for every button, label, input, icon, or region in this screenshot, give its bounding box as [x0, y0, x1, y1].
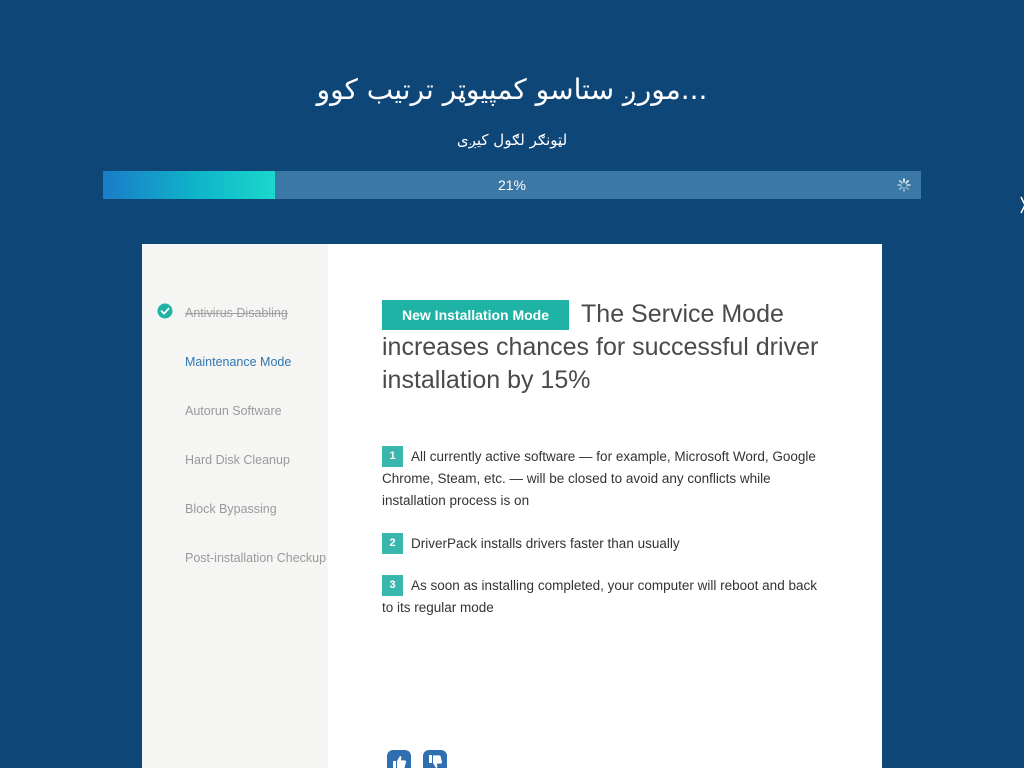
thumbs-up-icon — [387, 750, 411, 768]
steps-sidebar — [142, 244, 328, 768]
step-hard-disk-cleanup: Hard Disk Cleanup — [185, 453, 290, 467]
list-item — [382, 575, 822, 619]
thumbs-up-button[interactable] — [387, 750, 411, 768]
headline — [382, 298, 852, 397]
mouse-cursor-icon — [1020, 196, 1024, 214]
step-post-installation-checkup: Post-installation Checkup — [185, 551, 327, 565]
thumbs-down-button[interactable] — [423, 750, 447, 768]
page-title: ...مورږ ستاسو کمپیوټر ترتیب کوو — [316, 73, 708, 106]
item-number: 1 — [382, 446, 403, 467]
check-circle-icon — [157, 303, 173, 319]
item-text: DriverPack installs drivers faster than usually — [411, 536, 680, 551]
step-block-bypassing: Block Bypassing — [185, 502, 277, 516]
mode-badge: New Installation Mode — [382, 300, 569, 330]
step-maintenance-mode: Maintenance Mode — [185, 355, 292, 369]
headline-text: The Service Mode increases chances for successful driver installation by 15% — [382, 300, 819, 394]
step-antivirus-disabling: Antivirus Disabling — [185, 306, 288, 320]
list-item — [382, 533, 822, 555]
item-number: 3 — [382, 575, 403, 596]
page-subtitle: لټونګر لګول کیږی — [456, 131, 568, 149]
progress-label: 21% — [497, 177, 527, 193]
item-number: 2 — [382, 533, 403, 554]
list-item — [382, 446, 822, 512]
item-text: As soon as installing completed, your computer will reboot and back to its regular mode — [382, 578, 817, 615]
step-autorun-software: Autorun Software — [185, 404, 282, 418]
item-text: All currently active software — for example, Microsoft Word, Google Chrome, Steam, etc. — will be closed to avoid any conflicts while installation process is on — [382, 449, 816, 508]
progress-bar — [103, 171, 921, 199]
spinner-icon — [897, 178, 911, 192]
info-card — [142, 244, 882, 768]
thumbs-down-icon — [423, 750, 447, 768]
